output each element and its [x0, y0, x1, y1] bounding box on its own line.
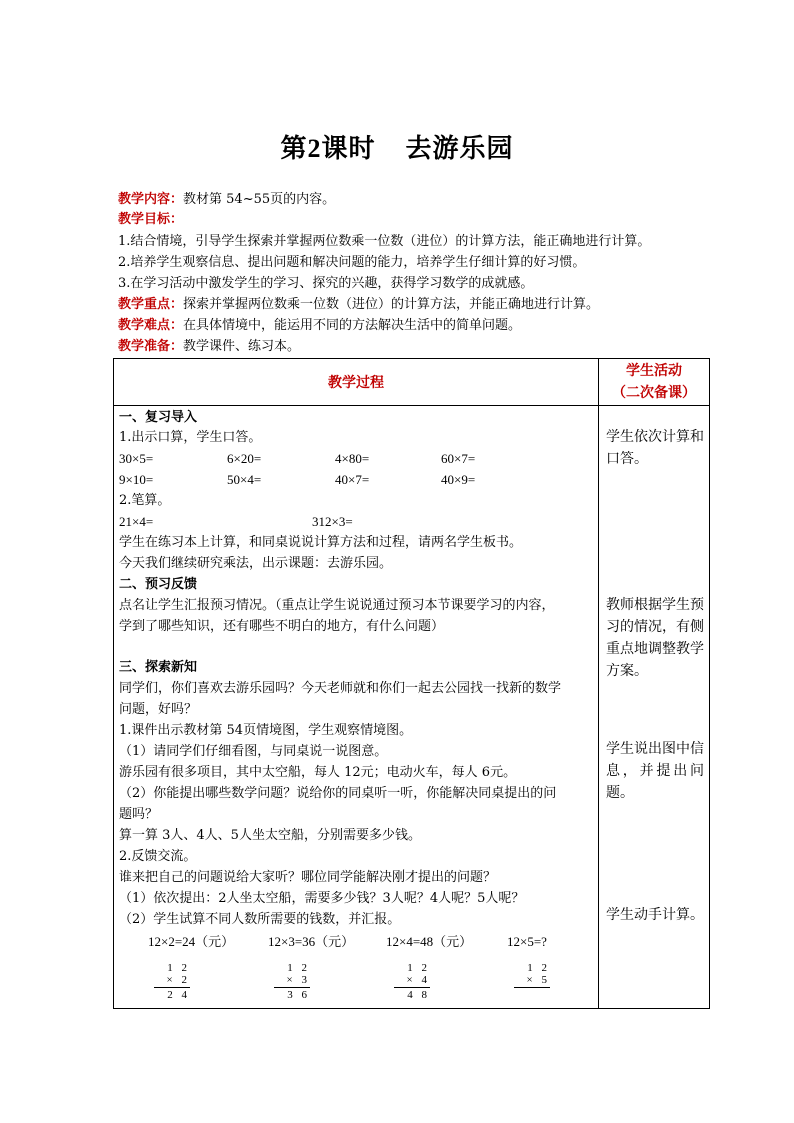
section-2-line: 点名让学生汇报预习情况。（重点让学生说说通过预习本节课要学习的内容， — [119, 598, 555, 613]
section-3-line: 同学们，你们喜欢去游乐园吗？今天老师就和你们一起去公园找一找新的数学 — [119, 681, 562, 696]
vm-multiplier: × 3 — [286, 974, 310, 986]
oral-calc-item: 40×9= — [441, 472, 476, 487]
difficulty-row — [118, 316, 521, 336]
section-3-line: 算一算 3人、4人、5人坐太空船，分别需要多少钱。 — [119, 828, 421, 843]
section-3-line: （1）请同学们仔细看图，与同桌说一说图意。 — [119, 744, 388, 759]
section-3-line: 游乐园有很多项目，其中太空船，每人 12元；电动火车，每人 6元。 — [119, 765, 517, 780]
section-2-line: 学到了哪些知识，还有哪些不明白的地方，有什么问题） — [119, 619, 445, 634]
section-3-line: 谁来把自己的问题说给大家听？哪位同学能解决刚才提出的问题？ — [119, 870, 497, 885]
table-header-activity — [599, 359, 710, 406]
equation-item: 12×3=36（元） — [268, 934, 355, 949]
content-row — [118, 190, 335, 210]
section-3-title: 三、探索新知 — [119, 660, 198, 675]
vm-multiplier: × 2 — [166, 974, 190, 986]
oral-calc-item: 4×80= — [335, 451, 370, 466]
vm-result: 2 4 — [167, 989, 190, 1001]
section-3-line: 2.反馈交流。 — [119, 849, 197, 864]
vertical-multiplication — [514, 962, 550, 989]
vm-multiplier: × 4 — [406, 974, 430, 986]
header-second-prep-label: （二次备课） — [612, 385, 696, 401]
section-3-line: （2）你能提出哪些数学问题？说给你的同桌听一听，你能解决同桌提出的问 — [119, 786, 557, 801]
activity-note: 学生动手计算。 — [606, 907, 704, 923]
title-lesson-name: 去游乐园 — [405, 134, 514, 164]
section-3-line: 问题，好吗？ — [119, 702, 198, 717]
vm-multiplier: × 5 — [526, 974, 550, 986]
section-1-line: 2.笔算。 — [119, 493, 171, 508]
title-part-2: 课时 — [321, 134, 376, 164]
section-1-title: 一、复习导入 — [119, 410, 198, 425]
section-3-line: 1.课件出示教材第 54页情境图，学生观察情境图。 — [119, 723, 413, 738]
goals-label: 教学目标： — [118, 212, 184, 227]
vm-top: 1 2 — [287, 962, 310, 974]
activity-cell — [599, 406, 710, 1009]
title-number: 2 — [307, 134, 322, 163]
oral-calc-item: 60×7= — [441, 451, 476, 466]
key-label: 教学重点： — [118, 297, 184, 312]
section-1-line: 学生在练习本上计算，和同桌说说计算方法和过程，请两名学生板书。 — [119, 535, 523, 550]
vertical-multiplication — [274, 962, 310, 1001]
equation-item: 12×5=? — [507, 934, 547, 949]
goal-3: 3.在学习活动中激发学生的学习、探究的兴趣，获得学习数学的成就感。 — [118, 276, 534, 291]
difficulty-text: 在具体情境中，能运用不同的方法解决生活中的简单问题。 — [183, 318, 522, 333]
process-cell — [114, 406, 599, 1009]
section-3-line: （2）学生试算不同人数所需要的钱数，并汇报。 — [119, 912, 401, 927]
activity-note: 学生依次计算和口答。 — [606, 429, 704, 467]
header-activity-label: 学生活动 — [626, 363, 682, 379]
prep-label: 教学准备： — [118, 339, 184, 354]
goal-2: 2.培养学生观察信息、提出问题和解决问题的能力，培养学生仔细计算的好习惯。 — [118, 255, 586, 270]
written-calc-item: 312×3= — [312, 514, 353, 529]
activity-note: 学生说出图中信息，并提出问题。 — [606, 741, 704, 801]
key-row — [118, 295, 599, 315]
written-calc-item: 21×4= — [119, 514, 154, 529]
oral-calc-item: 9×10= — [119, 472, 154, 487]
section-1-line: 1.出示口算，学生口答。 — [119, 430, 262, 445]
key-text: 探索并掌握两位数乘一位数（进位）的计算方法，并能正确地进行计算。 — [183, 297, 600, 312]
vm-result: 4 8 — [407, 989, 430, 1001]
vm-top: 1 2 — [527, 962, 550, 974]
vm-top: 1 2 — [167, 962, 190, 974]
vm-result: 3 6 — [287, 989, 310, 1001]
oral-calc-item: 6×20= — [227, 451, 262, 466]
content-text: 教材第 54~55页的内容。 — [183, 192, 336, 207]
prep-text: 教学课件、练习本。 — [183, 339, 301, 354]
equation-item: 12×2=24（元） — [148, 934, 235, 949]
header-process-label: 教学过程 — [328, 375, 384, 391]
section-3-line: （1）依次提出：2人坐太空船，需要多少钱？3人呢？4人呢？5人呢？ — [119, 891, 525, 906]
goals-heading — [118, 210, 183, 230]
lesson-table — [113, 358, 710, 1009]
title-part-1: 第 — [280, 134, 308, 164]
content-label: 教学内容： — [118, 192, 184, 207]
vm-top: 1 2 — [407, 962, 430, 974]
section-3-line: 题吗？ — [119, 807, 159, 822]
difficulty-label: 教学难点： — [118, 318, 184, 333]
goal-1: 1.结合情境，引导学生探索并掌握两位数乘一位数（进位）的计算方法，能正确地进行计算。 — [118, 234, 651, 249]
activity-note: 教师根据学生预习的情况，有侧重点地调整教学方案。 — [606, 597, 704, 679]
oral-calc-item: 40×7= — [335, 472, 370, 487]
oral-calc-item: 50×4= — [227, 472, 262, 487]
oral-calc-item: 30×5= — [119, 451, 154, 466]
section-1-line: 今天我们继续研究乘法，出示课题：去游乐园。 — [119, 556, 393, 571]
equation-item: 12×4=48（元） — [386, 934, 473, 949]
prep-row — [118, 337, 300, 357]
vertical-multiplication — [154, 962, 190, 1001]
table-header-process — [114, 359, 599, 406]
vertical-multiplication — [394, 962, 430, 1001]
page-title — [0, 128, 794, 165]
section-2-title: 二、预习反馈 — [119, 577, 198, 592]
